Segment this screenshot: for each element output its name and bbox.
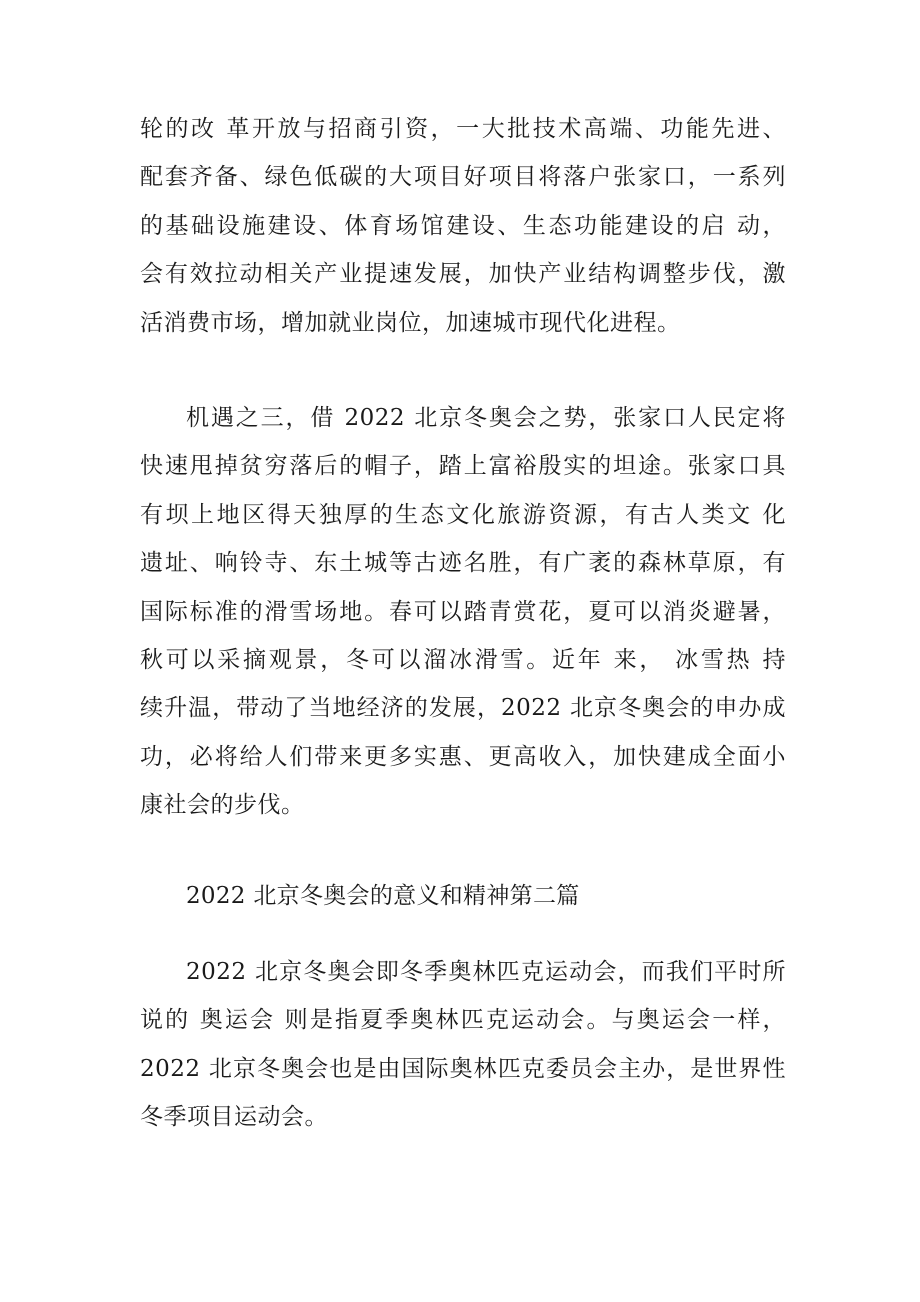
paragraph-line: 活消费市场，增加就业岗位，加速城市现代化进程。 — [140, 309, 681, 336]
paragraph-line: 冬季项目运动会。 — [140, 1104, 328, 1131]
paragraph-line: 续升温，带动了当地经济的发展，2022 北京冬奥会的申办成 — [140, 695, 786, 722]
paragraph-line: 会有效拉动相关产业提速发展，加快产业结构调整步伐，激 — [140, 261, 786, 288]
section-heading: 2022 北京冬奥会的意义和精神第二篇 — [186, 883, 580, 909]
paragraph-line: 轮的改 革开放与招商引资，一大批技术高端、功能先进、 — [140, 116, 786, 142]
paragraph-line: 快速甩掉贫穷落后的帽子，踏上富裕殷实的坦途。张家口具 — [140, 453, 786, 480]
paragraph-line: 机遇之三，借 2022 北京冬奥会之势，张家口人民定将 — [186, 405, 786, 431]
paragraph-line: 国际标准的滑雪场地。春可以踏青赏花，夏可以消炎避暑， — [140, 598, 786, 625]
paragraph-line: 有坝上地区得天独厚的生态文化旅游资源，有古人类文 化 — [140, 501, 786, 528]
paragraph-line: 的基础设施建设、体育场馆建设、生态功能建设的启 动， — [140, 212, 786, 239]
paragraph-line: 说的 奥运会 则是指夏季奥林匹克运动会。与奥运会一样， — [140, 1007, 786, 1034]
paragraph-line: 功，必将给人们带来更多实惠、更高收入，加快建成全面小 — [140, 743, 786, 770]
paragraph-line: 配套齐备、绿色低碳的大项目好项目将落户张家口，一系列 — [140, 164, 786, 191]
paragraph-line: 秋可以采摘观景，冬可以溜冰滑雪。近年 来， 冰雪热 持 — [140, 647, 786, 674]
paragraph-1 — [140, 105, 786, 347]
paragraph-3 — [140, 948, 786, 1142]
paragraph-line: 康社会的步伐。 — [140, 792, 305, 819]
paragraph-line: 2022 北京冬奥会即冬季奥林匹克运动会，而我们平时所 — [186, 959, 786, 985]
paragraph-line: 遗址、响铃寺、东土城等古迹名胜，有广袤的森林草原，有 — [140, 550, 786, 577]
paragraph-2 — [140, 394, 786, 830]
paragraph-line: 2022 北京冬奥会也是由国际奥林匹克委员会主办，是世界性 — [140, 1055, 786, 1082]
